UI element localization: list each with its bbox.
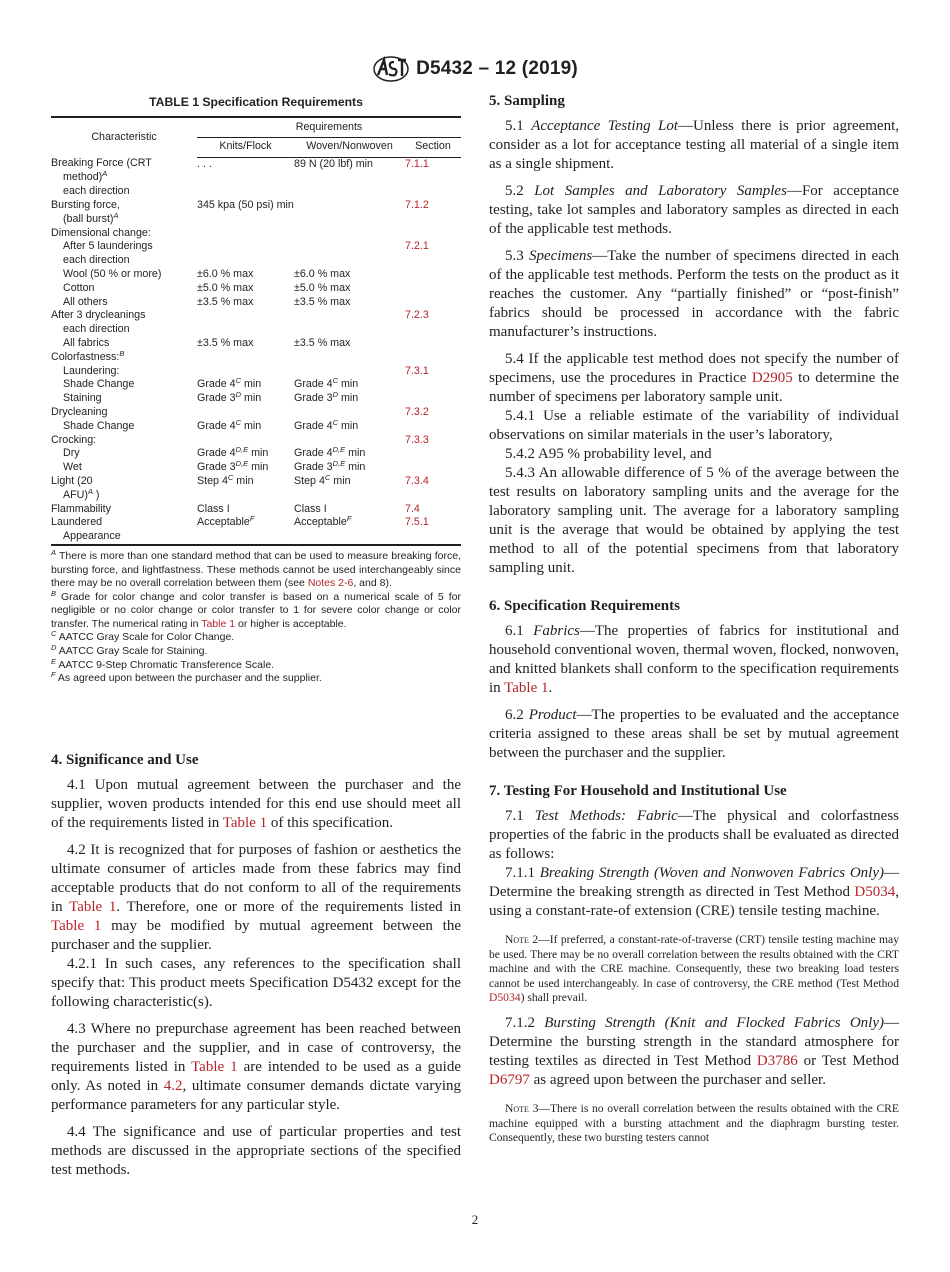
paragraph-5-4: 5.4 If the applicable test method does not specify the number of specimens, use the procedures in Practice D2905 to determine the number of specimens per laboratory sample unit. [489, 351, 899, 405]
cell-characteristic: Laundering: [63, 364, 120, 377]
table-row [51, 254, 461, 268]
table-row [51, 227, 461, 241]
paragraph-4-1: 4.1 Upon mutual agreement between the purchaser and the supplier, woven products intended for this end use should meet all of the requirements listed in Table 1 of this specification. [51, 776, 461, 831]
cell-section-link[interactable]: 7.3.1 [405, 364, 429, 377]
table-row [51, 516, 461, 530]
astm-logo-icon [372, 55, 410, 83]
cell-section-link[interactable]: 7.3.2 [405, 405, 429, 418]
link-table-1[interactable]: Table 1 [51, 917, 102, 934]
table-footnotes [51, 547, 461, 686]
cell-knits [197, 240, 294, 254]
cell-knits: Grade $4^C$ min [197, 376, 262, 391]
cell-section-link [405, 171, 461, 185]
cell-characteristic: Cotton [63, 281, 95, 294]
cell-woven: ±5.0 % max [294, 281, 351, 294]
cell-knits: Grade $3^D$ min [197, 390, 262, 405]
section-7-heading: 7. Testing For Household and Institutional Use [489, 783, 787, 799]
paragraph-4-2: 4.2 It is recognized that for purposes of fashion or aesthetics the ultimate consumer of articles made from these fabrics may find acceptable products that do not conform to all of the requirements in Table 1. Therefore, one or more of the requirements listed in Table 1 may be modified by mutual agreement between the purchaser and the supplier. [51, 841, 461, 953]
cell-characteristic: each direction [63, 185, 130, 198]
paragraph-5-3: 5.3 Specimens—Take the number of specimens directed in each of the applicable test methods. Perform the tests on the product as it reaches the customer. Any “partially finished” or “post-finish” fabrics should be processed in accordance with the fabric manufacturer’s instructions. [489, 248, 900, 340]
cell-knits: Class I [197, 502, 230, 515]
table-row [51, 461, 461, 475]
cell-knits [197, 309, 294, 323]
paragraph-5-4-1: 5.4.1 Use a reliable estimate of the variability of individual observations on similar materials in the user’s laboratory, [489, 408, 899, 443]
cell-characteristic: All fabrics [63, 336, 110, 349]
table-row [51, 323, 461, 337]
cell-woven: ±3.5 % max [294, 336, 351, 349]
table-row [51, 171, 461, 185]
cell-characteristic: All others [63, 295, 108, 308]
cell-woven: Step $4^C$ min [294, 472, 351, 487]
paragraph-7-1-2: 7.1.2 Bursting Strength (Knit and Flocked Fabrics Only)—Determine the bursting strength in the standard atmosphere for testing textiles as directed in Test Method D3786 or Test Method D6797 as agreed upon between the purchaser and seller. [489, 1014, 899, 1088]
cell-section-link [405, 323, 461, 337]
table-row [51, 530, 461, 545]
section-4-heading: 4. Significance and Use [51, 751, 199, 768]
cell-characteristic: Dry [63, 447, 80, 460]
cell-section-link[interactable]: 7.2.1 [405, 240, 429, 253]
paragraph-4-2-1: 4.2.1 In such cases, any references to the specification shall specify that: This product meets Specification D5432 except for the following characteristic(s). [51, 955, 461, 1010]
cell-woven [294, 530, 405, 545]
cell-knits [197, 351, 294, 365]
link-table-1[interactable]: Table 1 [69, 898, 117, 915]
cell-section-link [405, 461, 461, 475]
cell-knits: . . . [197, 157, 212, 170]
paragraph-5-4-2: 5.4.2 A95 % probability level, and [505, 446, 712, 462]
cell-knits [197, 213, 294, 227]
link-d5034[interactable]: D5034 [489, 991, 521, 1005]
note-2: Note 2—If preferred, a constant-rate-of-traverse (CRT) tensile testing machine may be used. There may be no overall correlation between the results obtained with the CRT machine and with the CRE machine. Consequently, these two breaking load testers cannot be used interchangeably. In case of controversy, the CRE method (Test Method D5034) shall prevail. [489, 933, 899, 1005]
cell-characteristic: Appearance [51, 530, 197, 545]
table-row [51, 365, 461, 379]
cell-characteristic: Flammability [51, 502, 111, 515]
section-5-heading: 5. Sampling [489, 93, 565, 109]
paragraph-4-4: 4.4 The significance and use of particular properties and test methods are discussed in the appropriate sections of the specified test methods. [51, 1123, 461, 1178]
link-d5034[interactable]: D5034 [854, 884, 896, 900]
cell-woven: Class I [294, 502, 327, 515]
cell-woven [294, 309, 405, 323]
table-body [51, 157, 461, 545]
cell-characteristic: each direction [63, 323, 130, 336]
cell-section-link[interactable]: 7.1.1 [405, 157, 429, 170]
table-title: TABLE 1 Specification Requirements [149, 95, 363, 109]
cell-woven [294, 351, 405, 365]
cell-section-link [405, 447, 461, 461]
header-section: Section [405, 137, 461, 157]
link-table-1[interactable]: Table 1 [222, 814, 268, 831]
paragraph-7-1-1: 7.1.1 Breaking Strength (Woven and Nonwoven Fabrics Only)—Determine the breaking strength as directed in Test Method D5034, using a constant-rate-of extension (CRE) tensile testing machine. [489, 865, 899, 919]
cell-section-link[interactable]: 7.5.1 [405, 516, 429, 529]
link-table-1[interactable]: Table 1 [504, 680, 549, 696]
cell-section-link [405, 213, 461, 227]
paragraph-6-2: 6.2 Product—The properties to be evaluated and the acceptance criteria assigned to these areas shall be set by mutual agreement between the purchaser and the supplier. [489, 707, 899, 761]
cell-woven: Grade $3^{D,E}$ min [294, 459, 366, 474]
header-characteristic: Characteristic [51, 117, 197, 157]
footnote-d: $^D$ AATCC Gray Scale for Staining. [51, 643, 208, 658]
table-row [51, 475, 461, 489]
cell-characteristic: (ball burst)$^A$ [63, 210, 119, 225]
link-table-1[interactable]: Table 1 [201, 617, 236, 630]
cell-characteristic: Wool (50 % or more) [63, 267, 162, 280]
link-d2905[interactable]: D2905 [751, 370, 793, 386]
cell-characteristic: Shade Change [63, 378, 135, 391]
left-column [51, 93, 461, 1188]
footnote-b: $^B$ Grade for color change and color transfer is based on a numerical scale of 5 for negligible or no color change or color transfer to 1 for severe color change or color transfer. The numerical rating in Table 1 or higher is acceptable. [51, 588, 461, 630]
cell-knits [197, 365, 294, 379]
cell-woven [294, 254, 405, 268]
cell-characteristic: After 5 launderings [63, 240, 153, 253]
cell-knits [197, 323, 294, 337]
cell-knits: ±3.5 % max [197, 336, 254, 349]
link-d3786[interactable]: D3786 [756, 1052, 798, 1069]
cell-woven [294, 213, 405, 227]
table-row [51, 406, 461, 420]
cell-woven: Grade $3^D$ min [294, 390, 359, 405]
cell-characteristic: After 3 drycleanings [51, 309, 146, 322]
table-row [51, 240, 461, 254]
cell-section-link[interactable]: 7.3.4 [405, 474, 429, 487]
cell-characteristic: Crocking: [51, 433, 97, 446]
cell-knits: Acceptable$^F$ [197, 514, 255, 529]
table-row [51, 489, 461, 503]
cell-section-link [405, 392, 461, 406]
cell-woven [294, 185, 405, 199]
link-d6797[interactable]: D6797 [489, 1071, 530, 1088]
cell-characteristic: Colorfastness:$^B$ [51, 348, 125, 363]
cell-woven [294, 365, 405, 379]
cell-characteristic: Staining [63, 392, 102, 405]
footnote-a: $^A$ There is more than one standard method that can be used to measure breaking force, bursting force, and lightfastness. These methods cannot be used interchangeably since there may be no overall correlation between them (see Notes 2-6, and 8). [51, 547, 461, 590]
cell-woven [294, 171, 405, 185]
cell-woven: ±3.5 % max [294, 295, 351, 308]
footnote-e: $^E$ AATCC 9-Step Chromatic Transference Scale. [51, 656, 275, 671]
cell-section-link [405, 282, 461, 296]
cell-characteristic: AFU)$^A$ ) [63, 486, 100, 501]
table-row [51, 447, 461, 461]
cell-characteristic: Shade Change [63, 419, 135, 432]
table-row [51, 157, 461, 171]
table-row [51, 268, 461, 282]
cell-knits: Step $4^C$ min [197, 472, 254, 487]
cell-section-link [405, 227, 461, 241]
cell-knits [197, 185, 294, 199]
cell-section-link [405, 254, 461, 268]
cell-section-link [405, 420, 461, 434]
right-column [489, 93, 899, 1154]
cell-woven [294, 406, 405, 420]
table-row [51, 420, 461, 434]
cell-section-link [405, 351, 461, 365]
paragraph-7-1: 7.1 Test Methods: Fabric—The physical and colorfastness properties of the fabric in the products shall be evaluated as directed as follows: [489, 808, 900, 862]
link-section-4-2[interactable]: 4.2 [163, 1077, 183, 1094]
header-woven: Woven/Nonwoven [294, 137, 405, 157]
cell-knits [197, 406, 294, 420]
cell-woven: ±6.0 % max [294, 267, 351, 280]
footnote-c: $^C$ AATCC Gray Scale for Color Change. [51, 629, 235, 644]
cell-knits [197, 171, 294, 185]
cell-knits [197, 489, 294, 503]
cell-woven: Acceptable$^F$ [294, 514, 352, 529]
cell-woven [294, 240, 405, 254]
cell-section-link [405, 489, 461, 503]
cell-woven: Grade $4^{D,E}$ min [294, 445, 366, 460]
paragraph-4-3: 4.3 Where no prepurchase agreement has been reached between the purchaser and the supplier, and in case of controversy, the requirements listed in Table 1 are intended to be used as a guide only. As noted in 4.2, ultimate consumer demands dictate varying performance parameters for any particular style. [51, 1020, 461, 1113]
cell-knits: ±3.5 % max [197, 295, 254, 308]
cell-woven [294, 434, 405, 448]
cell-woven [294, 489, 405, 503]
cell-woven [294, 227, 405, 241]
cell-woven: 89 N (20 lbf) min [294, 157, 373, 170]
header-knits: Knits/Flock [197, 137, 294, 157]
table-row [51, 213, 461, 227]
table-row [51, 282, 461, 296]
page-header [0, 55, 950, 88]
section-6-heading: 6. Specification Requirements [489, 598, 680, 614]
cell-section-link[interactable]: 7.4 [405, 502, 420, 515]
cell-section-link [405, 268, 461, 282]
cell-section-link[interactable]: 7.2.3 [405, 309, 429, 322]
cell-woven: Grade $4^C$ min [294, 376, 359, 391]
cell-characteristic: Drycleaning [51, 405, 108, 418]
table-row [51, 337, 461, 351]
footnote-f: $^F$ As agreed upon between the purchaser and the supplier. [51, 670, 322, 685]
cell-knits: Grade $3^{D,E}$ min [197, 459, 269, 474]
cell-characteristic: Light (20 [51, 474, 93, 487]
cell-section-link[interactable]: 7.3.3 [405, 433, 429, 446]
document-id: D5432 – 12 (2019) [416, 58, 578, 79]
link-notes-2-6[interactable]: Notes 2-6 [307, 577, 354, 590]
cell-knits: Grade $4^C$ min [197, 417, 262, 432]
note-3: Note 3—There is no overall correlation between the results obtained with the CRE machine equipped with a bursting attachment and the diaphragm bursting tester. Consequently, these two bursting testers cannot [489, 1101, 899, 1145]
cell-knits: Grade $4^{D,E}$ min [197, 445, 269, 460]
paragraph-6-1: 6.1 Fabrics—The properties of fabrics for institutional and household conventional woven, thermal woven, flocked, nonwoven, and knitted blankets shall conform to the specification requirements in Table 1. [489, 623, 899, 696]
cell-section-link [405, 185, 461, 199]
table-row [51, 434, 461, 448]
cell-section-link [405, 530, 461, 545]
cell-section-link[interactable]: 7.1.2 [405, 198, 429, 211]
table-row [51, 351, 461, 365]
cell-section-link [405, 378, 461, 392]
cell-knits [197, 530, 294, 545]
cell-knits: 345 kpa (50 psi) min [197, 198, 294, 211]
cell-characteristic: Wet [63, 461, 82, 474]
cell-section-link [405, 337, 461, 351]
link-table-1[interactable]: Table 1 [191, 1058, 238, 1075]
paragraph-5-1: 5.1 Acceptance Testing Lot—Unless there is prior agreement, consider as a lot for acceptance testing all material of a single item as a single shipment. [489, 118, 900, 172]
header-requirements: Requirements [197, 117, 461, 137]
cell-woven [294, 323, 405, 337]
cell-knits: ±5.0 % max [197, 281, 254, 294]
cell-characteristic: Dimensional change: [51, 226, 151, 239]
cell-woven: Grade $4^C$ min [294, 417, 359, 432]
cell-knits [197, 254, 294, 268]
cell-knits [197, 227, 294, 241]
table-row [51, 392, 461, 406]
table-row [51, 296, 461, 310]
cell-characteristic: each direction [63, 254, 130, 267]
table-row [51, 503, 461, 517]
cell-characteristic: method)$^A$ [63, 169, 108, 184]
cell-knits: ±6.0 % max [197, 267, 254, 280]
table-row [51, 309, 461, 323]
table-row [51, 378, 461, 392]
table-row [51, 185, 461, 199]
page-number: 2 [471, 1212, 479, 1227]
paragraph-5-2: 5.2 Lot Samples and Laboratory Samples—For acceptance testing, take lot samples and laboratory samples as directed in each of the applicable test methods. [489, 183, 900, 237]
cell-section-link [405, 296, 461, 310]
cell-characteristic: Laundered [51, 516, 103, 529]
cell-characteristic: Bursting force, [51, 198, 120, 211]
specification-table [51, 116, 461, 546]
cell-characteristic: Breaking Force (CRT [51, 157, 152, 170]
paragraph-5-4-3: 5.4.3 An allowable difference of 5 % of the average between the test results on laboratory sampling units and the average for the laboratory sampling unit. The average for a laboratory sampling unit is the average that would be obtained by applying the test method to all of the potential specimens from that laboratory sampling unit. [489, 465, 899, 576]
